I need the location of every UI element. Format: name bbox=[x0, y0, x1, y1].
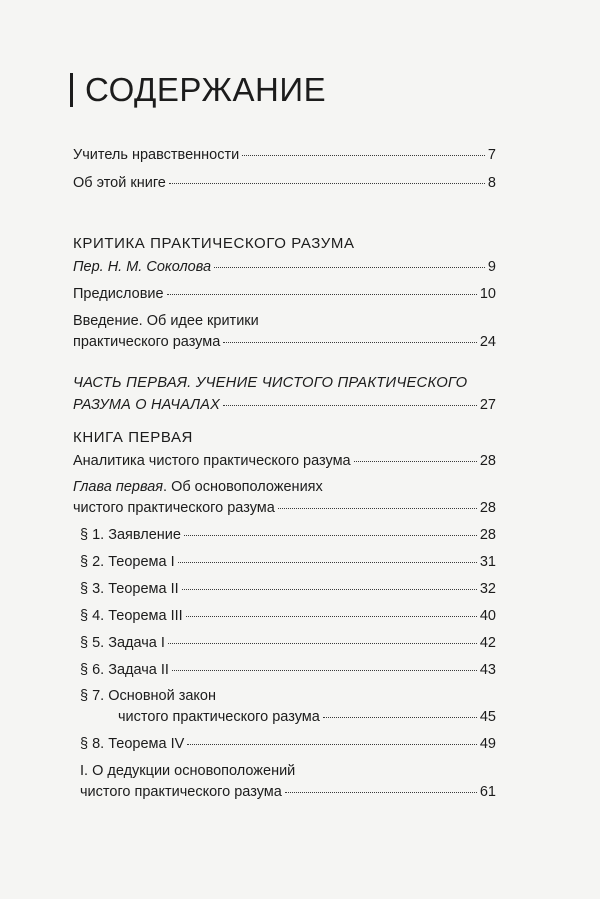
leader-dots bbox=[172, 670, 477, 671]
entry-page: 42 bbox=[479, 635, 496, 651]
toc-entry-paragraph-4[interactable] bbox=[0, 605, 600, 627]
toc-entry-paragraph-1[interactable] bbox=[0, 524, 600, 546]
entry-page: 43 bbox=[479, 662, 496, 678]
toc-entry-about-book[interactable] bbox=[0, 172, 600, 194]
entry-text: Пер. Н. М. Соколова bbox=[73, 259, 212, 275]
entry-text: чистого практического разума bbox=[73, 500, 275, 516]
entry-text: § 8. Теорема IV bbox=[80, 736, 185, 752]
entry-text: чистого практического разума bbox=[80, 784, 282, 800]
entry-page: 7 bbox=[487, 147, 496, 163]
entry-text: Об этой книге bbox=[73, 175, 166, 191]
leader-dots bbox=[169, 183, 485, 184]
entry-page: 28 bbox=[479, 527, 496, 543]
toc-entry-paragraph-3[interactable] bbox=[0, 578, 600, 600]
entry-text: Аналитика чистого практического разума bbox=[73, 453, 351, 469]
entry-text: чистого практического разума bbox=[118, 709, 320, 725]
entry-text: § 1. Заявление bbox=[80, 527, 181, 543]
leader-dots bbox=[278, 508, 477, 509]
leader-dots bbox=[178, 562, 477, 563]
page-title: СОДЕРЖАНИЕ bbox=[85, 71, 327, 108]
leader-dots bbox=[285, 792, 477, 793]
toc-entry-paragraph-6[interactable] bbox=[0, 659, 600, 681]
entry-page: 28 bbox=[479, 453, 496, 469]
heading-bar bbox=[70, 73, 73, 107]
entry-text: Предисловие bbox=[73, 286, 164, 302]
leader-dots bbox=[214, 267, 485, 268]
entry-page: 61 bbox=[479, 784, 496, 800]
leader-dots bbox=[223, 405, 477, 406]
entry-text: § 6. Задача II bbox=[80, 662, 169, 678]
toc-heading bbox=[70, 70, 326, 110]
toc-entry-paragraph-7[interactable] bbox=[0, 706, 600, 728]
entry-page: 31 bbox=[479, 554, 496, 570]
toc-entry-introduction[interactable] bbox=[0, 331, 600, 353]
leader-dots bbox=[223, 342, 477, 343]
entry-page: 27 bbox=[479, 397, 496, 413]
leader-dots bbox=[168, 643, 477, 644]
entry-page: 45 bbox=[479, 709, 496, 725]
entry-page: 24 bbox=[479, 334, 496, 350]
entry-page: 28 bbox=[479, 500, 496, 516]
toc-entry-teacher[interactable] bbox=[0, 144, 600, 166]
entry-text: § 2. Теорема I bbox=[80, 554, 175, 570]
leader-dots bbox=[186, 616, 477, 617]
toc-entry-chapter-one[interactable] bbox=[0, 497, 600, 519]
part-one-line1: ЧАСТЬ ПЕРВАЯ. УЧЕНИЕ ЧИСТОГО ПРАКТИЧЕСКОГО bbox=[73, 375, 468, 391]
entry-page: 10 bbox=[479, 286, 496, 302]
entry-text: практического разума bbox=[73, 334, 221, 350]
toc-entry-analytics[interactable] bbox=[0, 450, 600, 472]
paragraph-7-line1: § 7. Основной закон bbox=[80, 688, 217, 704]
entry-text: § 5. Задача I bbox=[80, 635, 165, 651]
entry-page: 32 bbox=[479, 581, 496, 597]
deduction-line1: I. О дедукции основоположений bbox=[80, 763, 296, 779]
entry-page: 9 bbox=[487, 259, 496, 275]
leader-dots bbox=[187, 744, 477, 745]
book-one-title: КНИГА ПЕРВАЯ bbox=[73, 429, 193, 446]
chapter-label: Глава первая bbox=[73, 479, 164, 495]
part-title: КРИТИКА ПРАКТИЧЕСКОГО РАЗУМА bbox=[73, 235, 355, 252]
leader-dots bbox=[167, 294, 477, 295]
chapter-title: . Об основоположениях bbox=[163, 479, 323, 495]
entry-text: РАЗУМА О НАЧАЛАХ bbox=[73, 397, 220, 413]
leader-dots bbox=[323, 717, 477, 718]
leader-dots bbox=[242, 155, 485, 156]
leader-dots bbox=[354, 461, 477, 462]
toc-entry-part-one[interactable] bbox=[0, 394, 600, 416]
toc-entry-translator[interactable] bbox=[0, 256, 600, 278]
leader-dots bbox=[184, 535, 477, 536]
chapter-one-line1 bbox=[73, 476, 323, 498]
entry-text: § 3. Теорема II bbox=[80, 581, 179, 597]
leader-dots bbox=[182, 589, 477, 590]
toc-entry-paragraph-5[interactable] bbox=[0, 632, 600, 654]
entry-text: Учитель нравственности bbox=[73, 147, 240, 163]
toc-entry-paragraph-8[interactable] bbox=[0, 733, 600, 755]
toc-entry-preface[interactable] bbox=[0, 283, 600, 305]
toc-entry-paragraph-2[interactable] bbox=[0, 551, 600, 573]
entry-page: 8 bbox=[487, 175, 496, 191]
entry-text: § 4. Теорема III bbox=[80, 608, 183, 624]
toc-entry-deduction[interactable] bbox=[0, 781, 600, 803]
entry-page: 49 bbox=[479, 736, 496, 752]
entry-page: 40 bbox=[479, 608, 496, 624]
introduction-line1: Введение. Об идее критики bbox=[73, 313, 259, 329]
